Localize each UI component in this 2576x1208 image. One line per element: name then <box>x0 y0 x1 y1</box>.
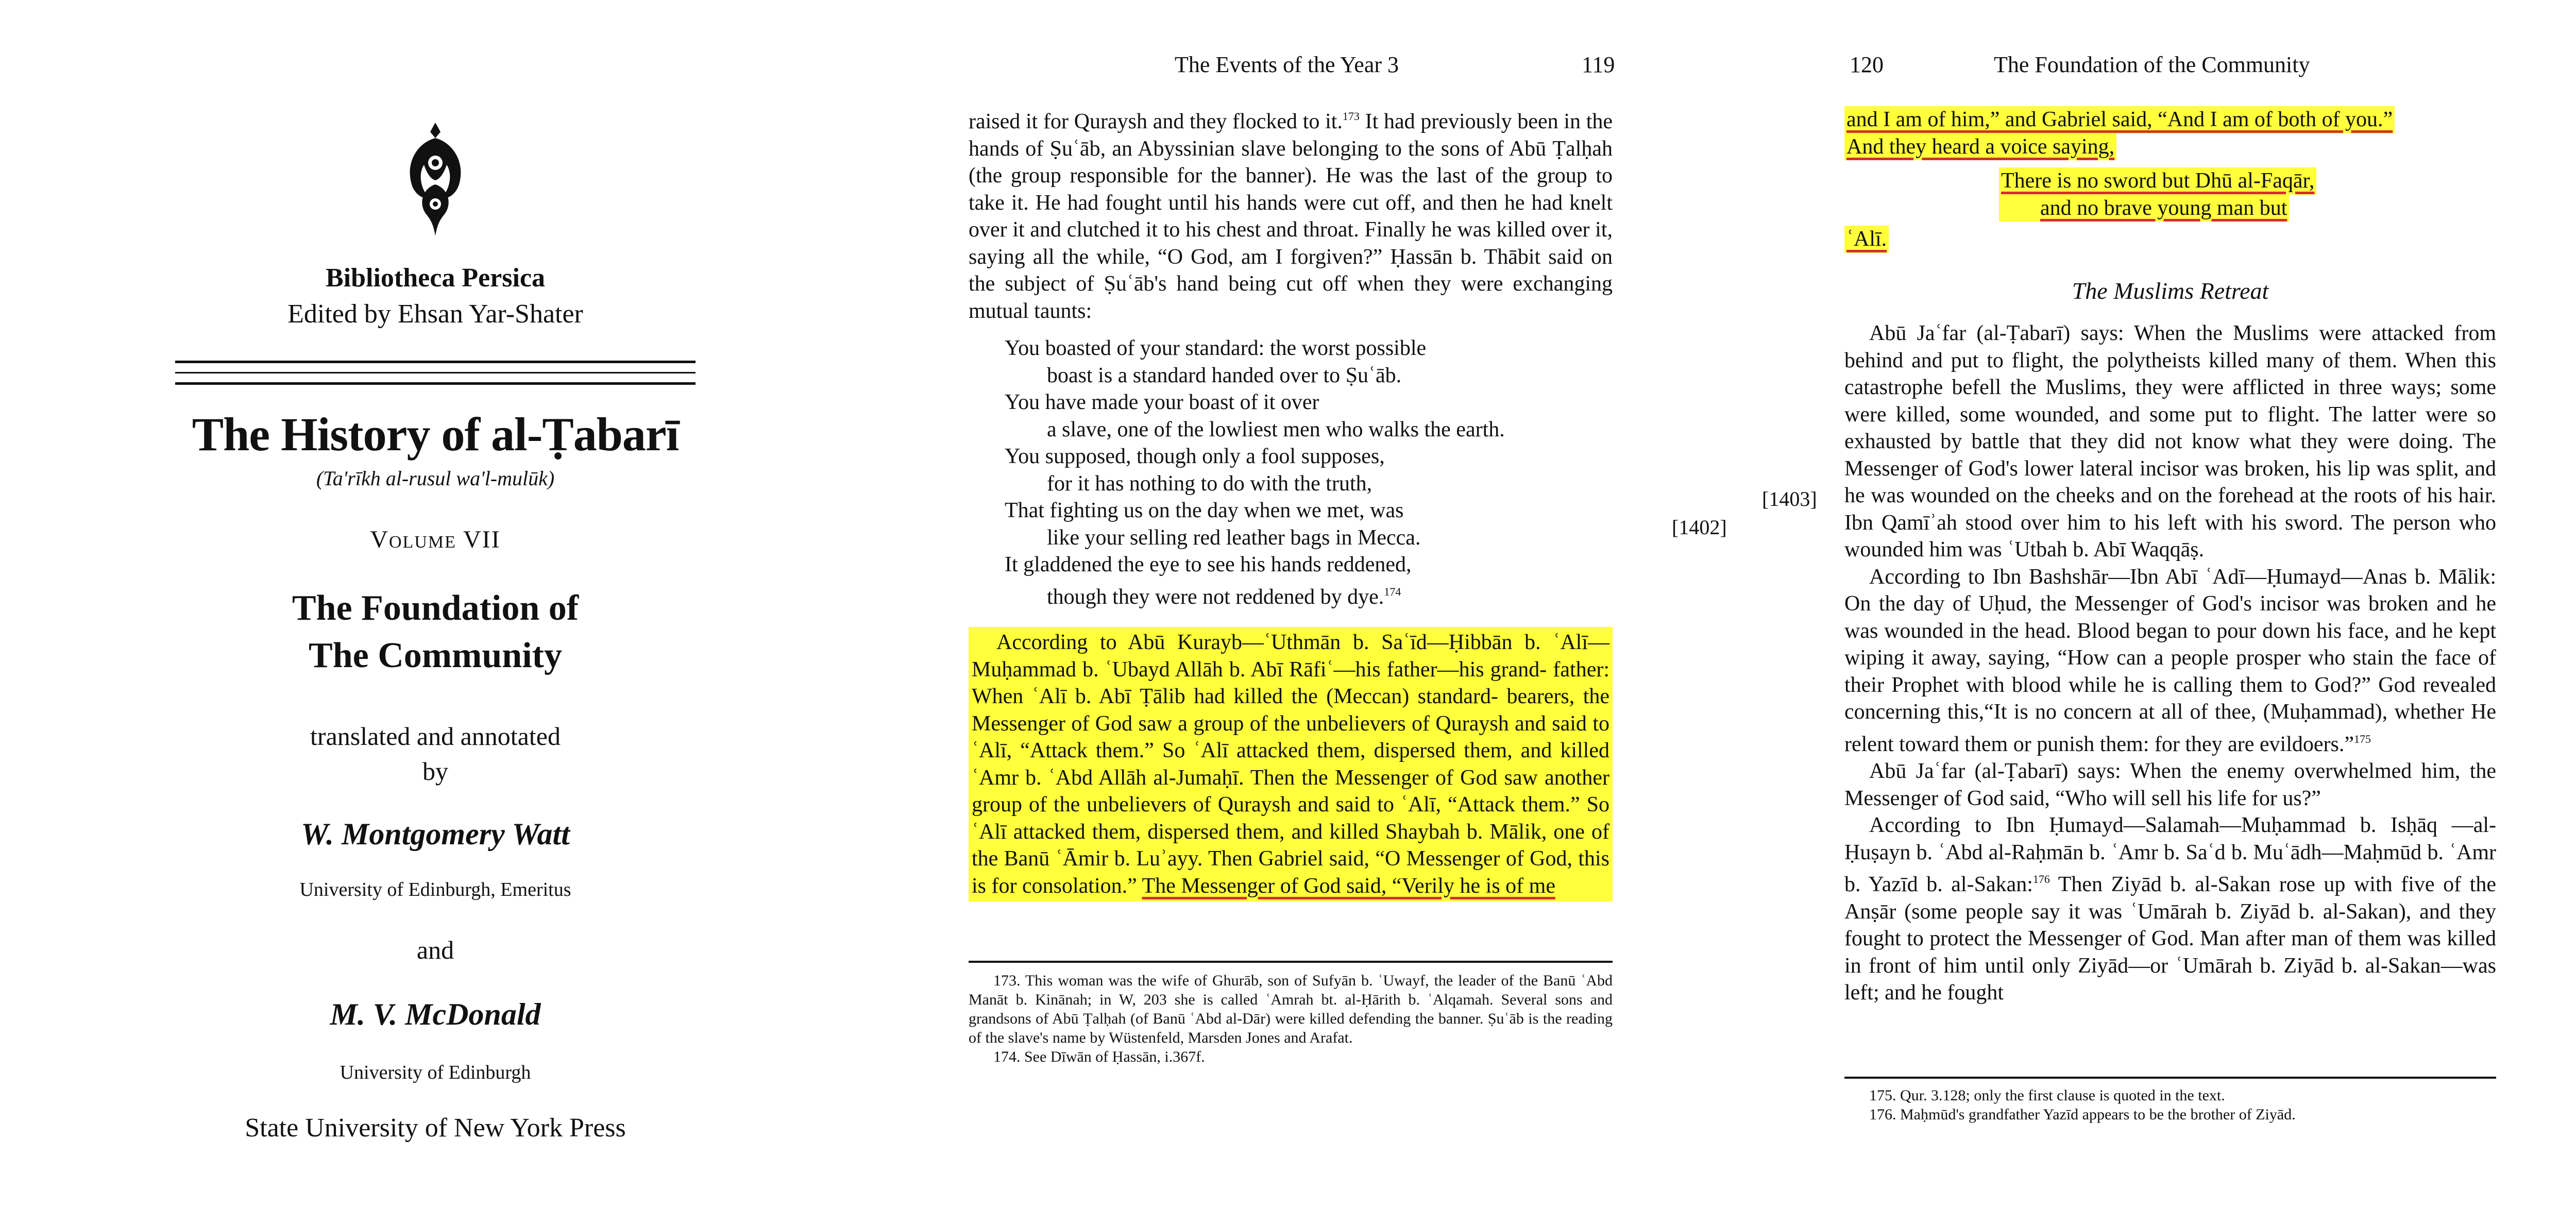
translation-credit <box>175 719 696 789</box>
paragraph: Abū Jaʿfar (al-Ṭabarī) says: When the enemy overwhelmed him, the Messenger of God said, “Who will sell his life for us?” <box>1844 759 2496 810</box>
verse-line: You boasted of your standard: the worst possible <box>1005 336 1427 360</box>
paragraph-text: According to Ibn Bashshār—Ibn Abī ʿAdī—Ḥumayd—Anas b. Mālik: On the day of Uḥud, the Messenger of God's incisor was broken and he was wounded in the head. Blood began to pour down his face, and he kept wiping it away, saying, “How can a people prosper who stain the face of their Prophet with blood while he is calling them to God?” God revealed concerning this,“It is no concern at all of thee, (Muḥammad), whether He relent toward them or punish them: for they are evildoers.” <box>1844 565 2496 756</box>
author-affiliation: University of Edinburgh, Emeritus <box>299 879 571 900</box>
book-title: The History of al-Ṭabarī <box>192 408 679 461</box>
verse-line: like your selling red leather bags in Mecca. <box>1047 525 1421 550</box>
footnote-rule <box>1844 1077 2496 1079</box>
verse-line: for it has nothing to do with the truth, <box>1047 471 1372 496</box>
highlighted-paragraph <box>969 627 1613 901</box>
text-line: raised it for Quraysh and they flocked to it. <box>969 110 1343 133</box>
page-119 <box>969 0 1727 1208</box>
running-head: The Events of the Year 3 <box>1175 52 1399 77</box>
translation-credit-line: translated and annotated <box>310 722 561 751</box>
highlighted-verse-line: There is no sword but Dhū al-Faqār, <box>1999 167 2316 195</box>
footnotes <box>1844 1086 2496 1124</box>
text-line: father: When ʿAlī b. Abī Ṭālib had killed the (Meccan) standard- <box>972 657 1610 708</box>
highlighted-line: And they heard a voice saying, <box>1844 133 2116 161</box>
publisher-emblem-icon <box>405 123 465 236</box>
page-number: 119 <box>1582 52 1615 77</box>
running-head: The Foundation of the Community <box>1994 52 2310 77</box>
text-line: cut off, and then he had knelt over it and clutched it to his chest <box>969 191 1613 242</box>
verse-line: a slave, one of the lowliest men who walks the earth. <box>1047 417 1505 441</box>
footnote: 173. This woman was the wife of Ghurāb, son of Sufyān b. ʿUwayf, the leader of the Banū ʿAbd Manāt b. Kinānah; in W, 203 she is called ʿAmrah bt. al-Ḥārith b. ʿAlqamah. Several sons and grandsons of Abū Ṭalḥah (of Banū ʿAbd al-Dār) were killed defending the banner. Ṣuʿāb is the reading of the slave's name by Wüstenfeld, Marsden Jones and Arafat. <box>969 972 1613 1046</box>
footnote-rule <box>969 961 1613 963</box>
text-line: dispersed them, and killed Shaybah b. Mālik, one of the Banū <box>972 820 1609 871</box>
page-120 <box>1762 0 2499 1208</box>
footnote-ref: 173 <box>1342 110 1360 123</box>
volume-number: Volume VII <box>370 526 501 553</box>
text-line: God, am I forgiven?” Ḥassān b. Thābit said on the subject of <box>969 245 1613 296</box>
paragraph-text: According to Ibn Ḥumayd—Salamah—Muḥammad b. Isḥāq —al-Ḥuṣayn b. ʿAbd al-Raḥmān b. ʿAmr b. Saʿd b. Muʿādh—Maḥmūd b. ʿAmr b. Yazīd b. al-Sakan: <box>1844 813 2496 896</box>
section-heading: The Muslims Retreat <box>2072 277 2269 304</box>
verse-line <box>1005 579 1613 611</box>
volume-title-line: The Community <box>309 636 562 675</box>
footnotes <box>969 971 1613 1066</box>
translation-credit-line: by <box>422 757 448 786</box>
footnote-ref: 174 <box>1384 585 1401 598</box>
paragraph <box>969 103 1613 325</box>
footnote: 174. See Dīwān of Ḥassān, i.367f. <box>993 1048 1205 1065</box>
verse-line: boast is a standard handed over to Ṣuʿāb. <box>1047 363 1402 387</box>
footnote: 175. Qur. 3.128; only the first clause is quoted in the text. <box>1869 1087 2225 1104</box>
book-subtitle: (Ta'rīkh al-rusul wa'l-mulūk) <box>316 467 555 490</box>
paragraph-text: Then Ziyād b. al-Sakan rose up with five of the Anṣār (some people say it was ʿUmārah b. Ziyād b. al-Sakan), and they fought to protect the Messenger of God. Man after man of them was killed in front of him until only Ziyād—or ʿUmārah b. Ziyād b. al-Sakan—was left; and he fought <box>1844 873 2496 1005</box>
author-affiliation: University of Edinburgh <box>340 1062 531 1083</box>
verse-line: It gladdened the eye to see his hands reddened, <box>1005 553 1412 576</box>
series-name: Bibliotheca Persica <box>325 263 546 293</box>
title-rule-top <box>175 361 696 363</box>
paragraph <box>1844 106 2496 160</box>
margin-reference: [1403] <box>1762 487 1817 511</box>
title-rule-bottom <box>175 382 696 385</box>
author-conjunction: and <box>416 935 454 964</box>
text-line: the Messenger of God saw another group of the unbelievers of <box>972 765 1609 816</box>
page-number: 120 <box>1850 52 1884 77</box>
footnote-ref: 176 <box>2032 873 2050 886</box>
author-name: M. V. McDonald <box>330 997 541 1031</box>
margin-reference: [1402] <box>1672 516 1727 539</box>
text-line: It had previously <box>1359 110 1512 133</box>
author-name: W. Montgomery Watt <box>301 817 570 851</box>
text-line: taunts: <box>1034 299 1092 323</box>
footnote: 176. Maḥmūd's grandfather Yazīd appears to be the brother of Ziyād. <box>1869 1106 2296 1123</box>
page-body <box>1844 106 2496 1007</box>
underlined-text: The Messenger of God said, “Verily he is of me <box>1142 874 1555 898</box>
paragraph <box>1844 564 2496 758</box>
text-line: bearers, the Messenger of God saw a group of the unbelievers of <box>972 685 1609 736</box>
text-line: been in the hands of Ṣuʿāb, an Abyssinian slave belonging to the <box>969 110 1613 161</box>
text-line: and throat. Finally he was killed over it, saying all the while, “O <box>969 218 1613 269</box>
footnote-ref: 175 <box>2354 732 2371 745</box>
text-line: Muḥammad b. ʿUbayd Allāh b. Abī Rāfiʿ—his father—his grand- <box>972 657 1547 682</box>
verse-line-text: though they were not reddened by dye. <box>1047 585 1384 609</box>
text-line: ʿĀmir b. Luʾayy. Then Gabriel said, “O Messenger of God, this is <box>972 847 1610 898</box>
paragraph <box>1844 812 2496 1007</box>
series-editor: Edited by Ehsan Yar-Shater <box>287 299 583 329</box>
text-line: sons of Abū Ṭalḥah (the group responsible for the banner). He was <box>969 137 1613 188</box>
highlighted-line: and I am of him,” and Gabriel said, “And I am of both of you.” <box>1844 106 2395 133</box>
verse-line: That fighting us on the day when we met, was <box>1005 499 1404 522</box>
text-line: the last of the group to take it. He had fought until his hands were <box>969 164 1613 215</box>
paragraph <box>1844 226 2496 253</box>
verse-block <box>969 335 1613 610</box>
text-line: for consolation.” <box>991 874 1137 898</box>
volume-title <box>175 585 696 679</box>
volume-title-line: The Foundation of <box>292 588 579 628</box>
text-line: Quraysh and said to ʿAlī, “Attack them.” So ʿAlī attacked them, <box>972 793 1609 844</box>
paragraph: Abū Jaʿfar (al-Ṭabarī) says: When the Muslims were attacked from behind and put to flight, the polytheists killed many of them. When this catastrophe befell the Muslims, they were afflicted in three ways; some were killed, some wounded, and some put to flight. The latter were so exhausted by battle that they did not know what they were doing. The Messenger of God's lower lateral incisor was broken, his lip was split, and he was wounded on the cheeks and on the forehead at the roots of his hair. Ibn Qamīʾah stood over him to his left with his sword. The person who wounded him was ʿUtbah b. Abī Waqqāṣ. <box>1844 321 2496 562</box>
text-line: Quraysh and said to ʿAlī, “Attack them.” So ʿAlī attacked them, <box>972 711 1609 762</box>
text-line: According to Abū Kurayb—ʿUthmān b. Saʿīd—Ḥibbān b. ʿAlī— <box>996 631 1609 654</box>
highlighted-verse-line: and no brave young man but <box>1999 195 2289 222</box>
page-body <box>969 103 1613 901</box>
title-rule-middle <box>175 372 696 373</box>
text-line: Ṣuʿāb's hand being cut off when they were exchanging mutual <box>969 272 1613 323</box>
publisher-name: State University of New York Press <box>245 1113 626 1143</box>
text-line: dispersed them, and killed ʿAmr b. ʿAbd Allāh al-Jumaḥī. Then <box>972 739 1609 790</box>
verse-line: You have made your boast of it over <box>1005 390 1319 414</box>
verse-line: You supposed, though only a fool supposes, <box>1005 445 1385 468</box>
verse-block <box>1844 167 2496 222</box>
title-page <box>175 0 696 1208</box>
highlighted-line: ʿAlī. <box>1844 226 1889 253</box>
